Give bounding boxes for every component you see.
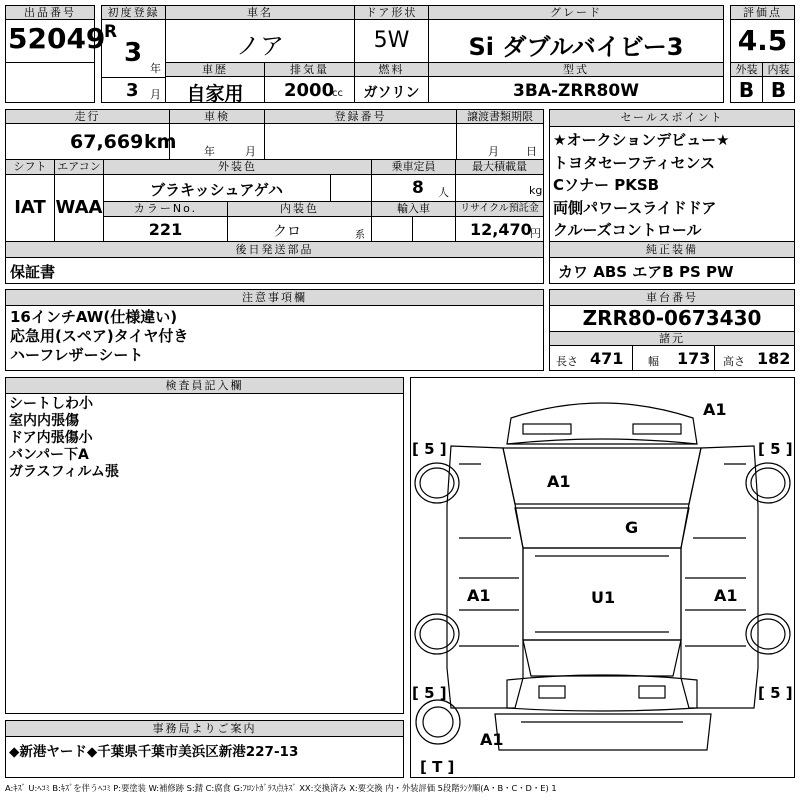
inspector-line: ドア内張傷小 [9, 430, 93, 446]
tire-fr-label: [ 5 ] [758, 440, 793, 458]
deadline-month-unit: 月 [488, 145, 499, 158]
deferred-label: 後日発送部品 [5, 241, 544, 258]
mileage-label: 走行 [5, 109, 170, 124]
notes-label: 注意事項欄 [5, 289, 544, 306]
note-line: ハーフレザーシート [10, 346, 144, 364]
sales-point: トヨタセーフティセンス [553, 153, 716, 172]
spare-tire-label: [ T ] [420, 758, 455, 776]
inspector-line: シートしわ小 [9, 396, 93, 412]
width: 173 [677, 349, 711, 368]
reg-number-label: 登録番号 [264, 109, 457, 124]
displacement-label: 排気量 [264, 62, 355, 77]
mark-windshield: G [625, 518, 639, 537]
kei-unit: 系 [355, 230, 365, 241]
ext-color: ブラキッシュアゲハ [149, 181, 284, 199]
shift-label: シフト [5, 159, 55, 175]
kg-unit: kg [529, 184, 543, 197]
lot-label: 出品番号 [5, 5, 95, 20]
ext-color-label: 外装色 [103, 159, 372, 175]
deferred-box [5, 257, 544, 284]
tire-rl-label: [ 5 ] [412, 684, 447, 702]
chassis-label: 車台番号 [549, 289, 795, 306]
inspection-label: 車検 [169, 109, 265, 124]
car-diagram [410, 377, 795, 778]
color-no: 221 [148, 220, 183, 239]
legend: A:ｷｽﾞ U:ﾍｺﾐ B:ｷｽﾞを伴うﾍｺﾐ P:要塗装 W:補修跡 S:錆 C:腐食 G:ﾌﾛﾝﾄｶﾞﾗｽ点ｷｽﾞ XX:交換済み X:要交換 内・外装評価 5段階ﾗﾝｸ順(A・B・C・D・E) 1 [5, 783, 557, 793]
office-notice: ◆新港ヤード◆千葉県千葉市美浜区新港227-13 [9, 744, 299, 760]
model-code-label: 型式 [428, 62, 724, 77]
office-label: 事務局よりご案内 [5, 720, 404, 737]
inspector-line: ガラスフィルム張 [9, 464, 119, 480]
specs-label: 諸元 [549, 331, 795, 346]
height: 182 [757, 349, 791, 368]
cc-unit: cc [332, 88, 343, 99]
mark-rear: A1 [480, 730, 504, 749]
lot-number: 52049 [8, 22, 106, 55]
fuel: ガソリン [363, 85, 420, 101]
tire-rr-label: [ 5 ] [758, 684, 793, 702]
sales-point: 両側パワースライドドア [553, 198, 717, 217]
recycle-fee: 12,470 [470, 220, 532, 239]
month-unit: 月 [150, 88, 161, 101]
history-label: 車歴 [165, 62, 265, 77]
interior-grade: B [770, 78, 787, 102]
history: 自家用 [186, 83, 244, 105]
height-label: 高さ [723, 355, 745, 368]
era: R [104, 22, 118, 42]
mark-front-corner: A1 [703, 400, 727, 419]
mark-hood: A1 [547, 472, 571, 491]
inspector-line: 室内内張傷 [9, 413, 79, 429]
mark-right-door: A1 [714, 586, 738, 605]
deadline-day-unit: 日 [526, 145, 537, 158]
deferred-parts: 保証書 [10, 263, 56, 281]
color-no-label: カラーNo. [103, 201, 228, 217]
score-label: 評価点 [730, 5, 795, 20]
capacity: 8 [412, 178, 424, 198]
mark-left-door: A1 [467, 586, 491, 605]
tire-fl-label: [ 5 ] [412, 440, 447, 458]
inspector-line: バンパー下A [9, 447, 89, 463]
interior-label: 内装 [762, 62, 795, 77]
sales-point: クルーズコントロール [553, 221, 702, 239]
genuine-equip: カワ ABS エアB PS PW [558, 263, 734, 281]
inspector-label: 検査員記入欄 [5, 377, 404, 394]
notes-list [10, 308, 188, 365]
import-box [371, 216, 456, 242]
car-name: ノア [236, 32, 284, 60]
note-line: 16インチAW(仕様違い) [10, 308, 178, 326]
width-label: 幅 [648, 355, 659, 368]
person-unit: 人 [438, 186, 449, 199]
car-outline [411, 378, 794, 777]
genuine-equip-label: 純正装備 [549, 241, 795, 258]
length-label: 長さ [556, 355, 578, 368]
inspector-list [9, 396, 119, 481]
door-label: ドア形状 [354, 5, 429, 20]
sales-points-list [553, 129, 730, 242]
chassis-number: ZRR80-0673430 [582, 306, 762, 330]
int-color-label: 内装色 [227, 201, 372, 217]
mileage: 67,669 [70, 131, 144, 153]
reg-number-box [264, 123, 457, 160]
km-unit: km [144, 131, 177, 153]
max-load-label: 最大積載量 [455, 159, 544, 175]
insp-year-unit: 年 [204, 145, 215, 158]
exterior-label: 外装 [730, 62, 763, 77]
shift: IAT [14, 197, 46, 218]
grade-label: グレード [428, 5, 724, 20]
yen-unit: 円 [530, 227, 541, 240]
import-label: 輸入車 [371, 201, 456, 217]
mark-roof: U1 [591, 588, 616, 607]
length: 471 [590, 349, 624, 368]
sales-point: Cソナー PKSB [553, 176, 660, 194]
reg-year: 3 [124, 38, 143, 68]
sales-points-label: セールスポイント [549, 109, 795, 127]
sales-point: ★オークションデビュー★ [553, 131, 730, 149]
door-type: 5W [373, 28, 410, 53]
aircon-label: エアコン [54, 159, 104, 175]
displacement: 2000 [284, 80, 335, 101]
int-color: クロ [273, 224, 301, 240]
deadline-label: 譲渡書類期限 [456, 109, 544, 124]
score: 4.5 [737, 24, 788, 57]
grade: Si ダブルバイビー3 [468, 33, 684, 61]
fuel-label: 燃料 [354, 62, 429, 77]
capacity-label: 乗車定員 [371, 159, 456, 175]
lot-blank [5, 62, 95, 103]
first-reg-label: 初度登録 [101, 5, 166, 20]
car-name-label: 車名 [165, 5, 355, 20]
year-unit: 年 [150, 62, 161, 75]
insp-month-unit: 月 [245, 145, 256, 158]
aircon: WAA [55, 197, 103, 218]
model-code: 3BA-ZRR80W [513, 81, 639, 101]
reg-month: 3 [126, 80, 139, 101]
note-line: 応急用(スペア)タイヤ付き [10, 327, 189, 345]
exterior-grade: B [738, 78, 755, 102]
recycle-label: リサイクル預託金 [455, 201, 544, 217]
